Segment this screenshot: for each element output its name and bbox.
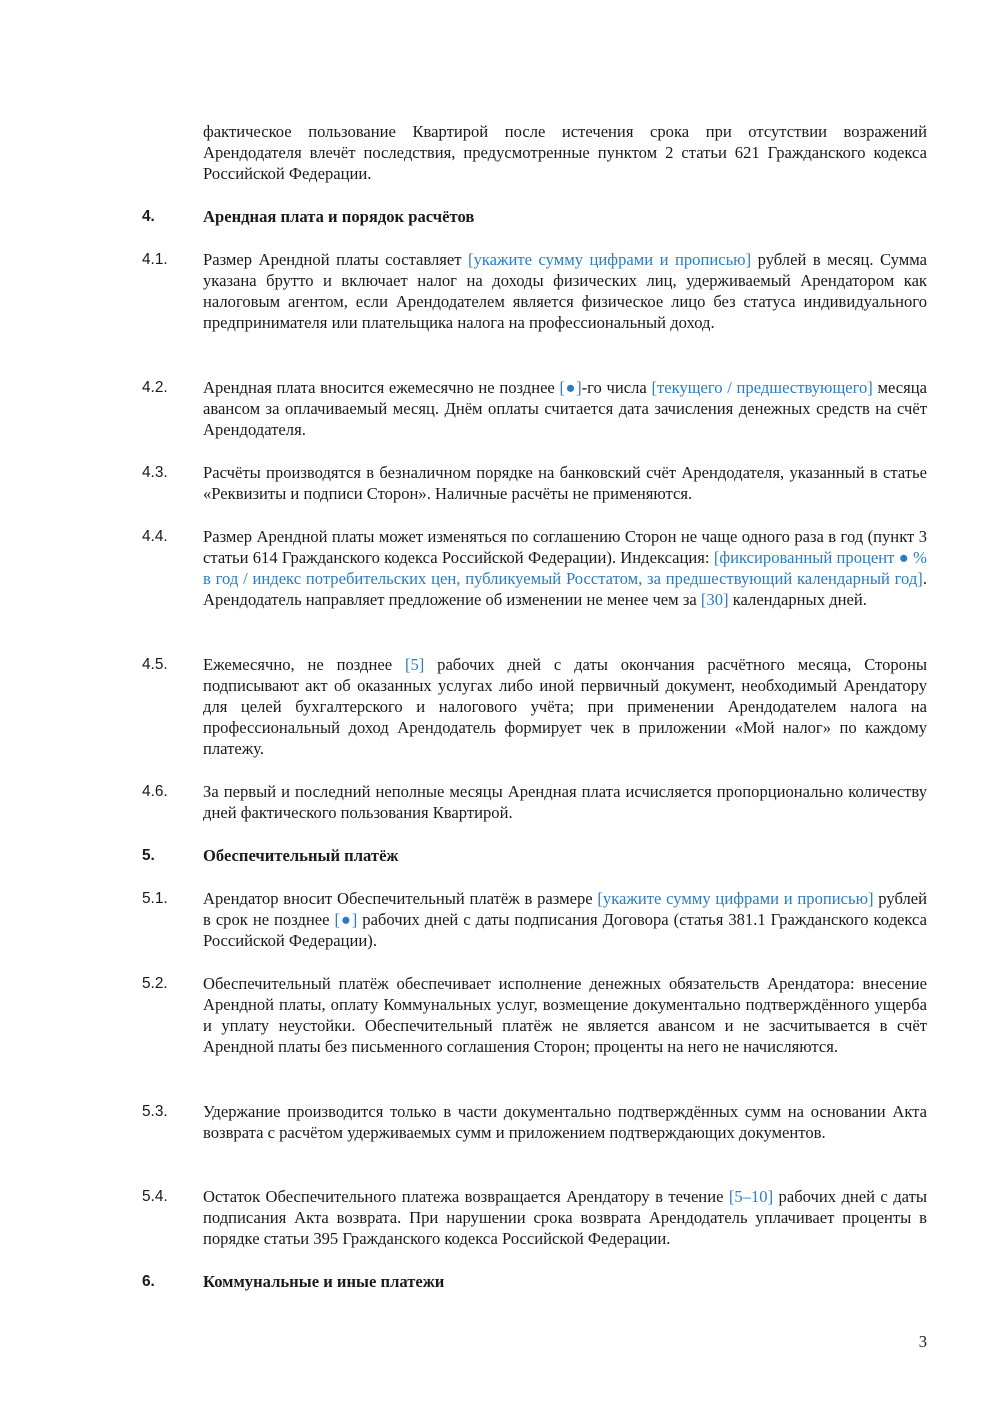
clause-number: 4.6.	[142, 783, 168, 800]
clause-5-4	[142, 1186, 927, 1249]
clause-text: Обеспечительный платёж обеспечивает исполнение денежных обязательств Арендатора: внесение Арендной платы, оплату Коммунальных услуг, возмещение документально подтверждённого ущерба и уплату неустойки. Обеспечительный платёж не является авансом и не засчитывается в счёт Арендной платы без письменного соглашения Сторон; проценты на него не начисляются.	[203, 974, 927, 1056]
clause-number: 5.4.	[142, 1188, 168, 1205]
placeholder-field: [текущего / предшествующего]	[651, 378, 873, 397]
section-title: Арендная плата и порядок расчётов	[203, 207, 475, 226]
clause-text: Ежемесячно, не позднее [5] рабочих дней с даты окончания расчётного месяца, Стороны подписывают акт об оказанных услугах либо иной первичный документ, необходимый Арендатору для целей бухгалтерского и налогового учёта; при применении Арендодателем налога на профессиональный доход Арендодатель формирует чек в приложении «Мой налог» по каждому платежу.	[203, 655, 928, 758]
clause-4-3	[142, 462, 927, 504]
placeholder-field: [30]	[700, 590, 729, 609]
section-title: Коммунальные и иные платежи	[203, 1272, 445, 1291]
clause-5-2	[142, 973, 927, 1057]
clause-text: Удержание производится только в части документально подтверждённых сумм на основании Акта возврата с расчётом удерживаемых сумм и приложением подтверждающих документов.	[203, 1102, 927, 1142]
placeholder-field: [●]	[334, 910, 358, 929]
clause-5-1	[142, 888, 927, 951]
section-5-heading	[142, 845, 927, 866]
section-number: 5.	[142, 847, 155, 864]
clause-number: 5.2.	[142, 975, 168, 992]
clause-number: 4.1.	[142, 251, 168, 268]
clause-number: 4.3.	[142, 464, 168, 481]
placeholder-field: [5–10]	[728, 1187, 774, 1206]
clause-text: Остаток Обеспечительного платежа возвращается Арендатору в течение [5–10] рабочих дней с даты подписания Акта возврата. При нарушении срока возврата Арендодатель уплачивает проценты в порядке статьи 395 Гражданского кодекса Российской Федерации.	[203, 1187, 927, 1248]
section-number: 6.	[142, 1273, 155, 1290]
clause-text: Размер Арендной платы может изменяться по соглашению Сторон не чаще одного раза в год (пункт 3 статьи 614 Гражданского кодекса Российской Федерации). Индексация: [фиксированный процент ● % в год / индекс потребительских цен, публикуемый Росстатом, за предшествующий календарный год]. Арендодатель направляет предложение об изменении не менее чем за [30] календарных дней.	[203, 527, 927, 609]
clause-text: Размер Арендной платы составляет [укажите сумму цифрами и прописью] рублей в месяц. Сумма указана брутто и включает налог на доходы физических лиц, удерживаемый Арендатором как налоговым агентом, если Арендодателем является физическое лицо без статуса индивидуального предпринимателя или плательщика налога на профессиональный доход.	[203, 250, 927, 332]
clause-4-5	[142, 654, 927, 759]
clause-number: 5.3.	[142, 1103, 168, 1120]
clause-text: Арендная плата вносится ежемесячно не позднее [●]-го числа [текущего / предшествующего] месяца авансом за оплачиваемый месяц. Днём оплаты считается дата зачисления денежных средств на счёт Арендодателя.	[203, 378, 928, 439]
clause-text: Арендатор вносит Обеспечительный платёж в размере [укажите сумму цифрами и прописью] рублей в срок не позднее [●] рабочих дней с даты подписания Договора (статья 381.1 Гражданского кодекса Российской Федерации).	[203, 889, 927, 950]
placeholder-field: [●]	[559, 378, 582, 397]
page-number: 3	[918, 1332, 927, 1351]
clause-number: 4.2.	[142, 379, 168, 396]
clause-number: 4.4.	[142, 528, 168, 545]
placeholder-field: [фиксированный процент ● % в год / индекс потребительских цен, публикуемый Росстатом, за предшествующий календарный год]	[203, 548, 927, 588]
clause-4-2	[142, 377, 927, 440]
clause-number: 5.1.	[142, 890, 168, 907]
section-6-heading	[142, 1271, 927, 1292]
section-number: 4.	[142, 208, 155, 225]
placeholder-field: [укажите сумму цифрами и прописью]	[597, 889, 874, 908]
clause-5-3	[142, 1101, 927, 1143]
clause-number: 4.5.	[142, 656, 168, 673]
placeholder-field: [5]	[404, 655, 425, 674]
clause-4-1	[142, 249, 927, 333]
continued-paragraph: фактическое пользование Квартирой после истечения срока при отсутствии возражений Арендодателя влечёт последствия, предусмотренные пунктом 2 статьи 621 Гражданского кодекса Российской Федерации.	[203, 122, 927, 183]
clause-4-4	[142, 526, 927, 610]
placeholder-field: [укажите сумму цифрами и прописью]	[468, 250, 752, 269]
clause-text: За первый и последний неполные месяцы Арендная плата исчисляется пропорционально количеству дней фактического пользования Квартирой.	[203, 782, 927, 822]
section-title: Обеспечительный платёж	[203, 846, 399, 865]
clause-4-6	[142, 781, 927, 823]
section-4-heading	[142, 206, 927, 227]
clause-text: Расчёты производятся в безналичном порядке на банковский счёт Арендодателя, указанный в статье «Реквизиты и подписи Сторон». Наличные расчёты не применяются.	[203, 463, 927, 503]
